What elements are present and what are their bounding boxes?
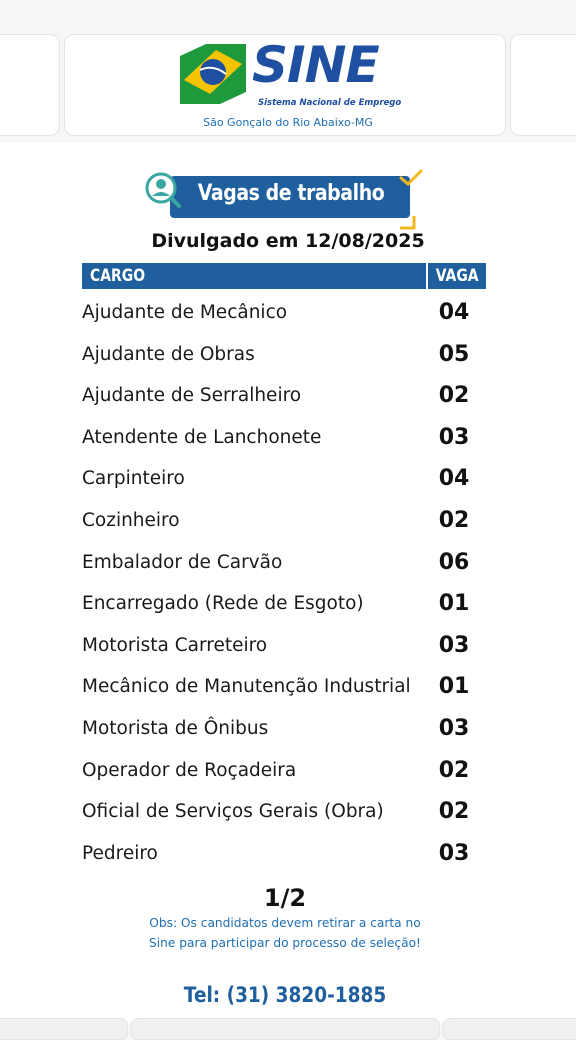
- table-row: [0, 502, 576, 544]
- job-title: Encarregado (Rede de Esgoto): [82, 593, 364, 615]
- table-row: [0, 294, 576, 336]
- job-title: Ajudante de Obras: [82, 343, 255, 365]
- job-title: Atendente de Lanchonete: [82, 426, 322, 448]
- vacancy-count: 03: [438, 632, 470, 658]
- column-header-vaga: VAGA: [428, 263, 486, 289]
- job-title: Motorista Carreteiro: [82, 634, 268, 656]
- job-title: Oficial de Serviços Gerais (Obra): [82, 801, 384, 823]
- table-row: [0, 460, 576, 502]
- table-row: [0, 752, 576, 794]
- phone-number: Tel: (31) 3820-1885: [183, 983, 387, 1007]
- page-indicator: 1/2: [263, 884, 307, 912]
- job-title: Ajudante de Mecânico: [82, 302, 288, 323]
- vacancy-count: 03: [438, 715, 470, 741]
- table-row: [0, 585, 576, 627]
- table-row: [0, 336, 576, 378]
- vacancy-count: 04: [438, 300, 470, 325]
- published-date: Divulgado em 12/08/2025: [151, 230, 425, 252]
- vacancy-count: 05: [438, 341, 470, 367]
- table-row: [0, 544, 576, 586]
- carousel-next-bottom[interactable]: [442, 1018, 576, 1040]
- note-text: [110, 913, 460, 953]
- vacancy-count: 06: [438, 549, 470, 575]
- vacancy-count: 04: [438, 466, 470, 492]
- corner-bracket-icon: [398, 214, 418, 230]
- job-table: [0, 294, 576, 876]
- note-line-1: Obs: Os candidatos devem retirar a carta no: [149, 916, 421, 930]
- vacancy-count: 02: [438, 383, 470, 409]
- carousel-bottom: [130, 1018, 440, 1040]
- table-row: [0, 377, 576, 419]
- table-row: [0, 668, 576, 710]
- table-row: [0, 710, 576, 752]
- logo-subtitle: Sistema Nacional de Emprego: [258, 98, 402, 108]
- sine-logo-text: SINE: [252, 36, 379, 94]
- carousel-prev-bottom[interactable]: [0, 1018, 128, 1040]
- table-row: [0, 419, 576, 461]
- vacancy-count: 01: [438, 674, 470, 700]
- job-title: Pedreiro: [82, 842, 158, 864]
- check-icon: [398, 168, 424, 188]
- vacancy-count: 03: [438, 424, 470, 450]
- logo-city: São Gonçalo do Rio Abaixo-MG: [203, 116, 373, 129]
- vacancy-count: 02: [438, 799, 470, 825]
- vacancy-count: 02: [438, 757, 470, 783]
- vacancy-count: 03: [438, 840, 470, 866]
- vacancy-count: 02: [438, 507, 470, 533]
- job-title: Motorista de Ônibus: [82, 717, 269, 739]
- vacancy-count: 01: [438, 591, 470, 617]
- job-title: Operador de Roçadeira: [82, 759, 297, 781]
- job-title: Cozinheiro: [82, 509, 180, 531]
- job-title: Embalador de Carvão: [82, 551, 283, 573]
- job-title: Ajudante de Serralheiro: [82, 385, 302, 407]
- column-header-cargo: CARGO: [82, 263, 426, 289]
- table-row: [0, 835, 576, 877]
- note-line-2: Sine para participar do processo de seleção!: [149, 936, 421, 950]
- person-search-icon: [145, 172, 181, 208]
- job-title: Carpinteiro: [82, 468, 185, 490]
- job-title: Mecânico de Manutenção Industrial: [82, 676, 411, 698]
- sine-flag-logo-icon: [176, 42, 248, 108]
- table-row: [0, 793, 576, 835]
- table-row: [0, 627, 576, 669]
- banner-title: Vagas de trabalho: [197, 181, 385, 206]
